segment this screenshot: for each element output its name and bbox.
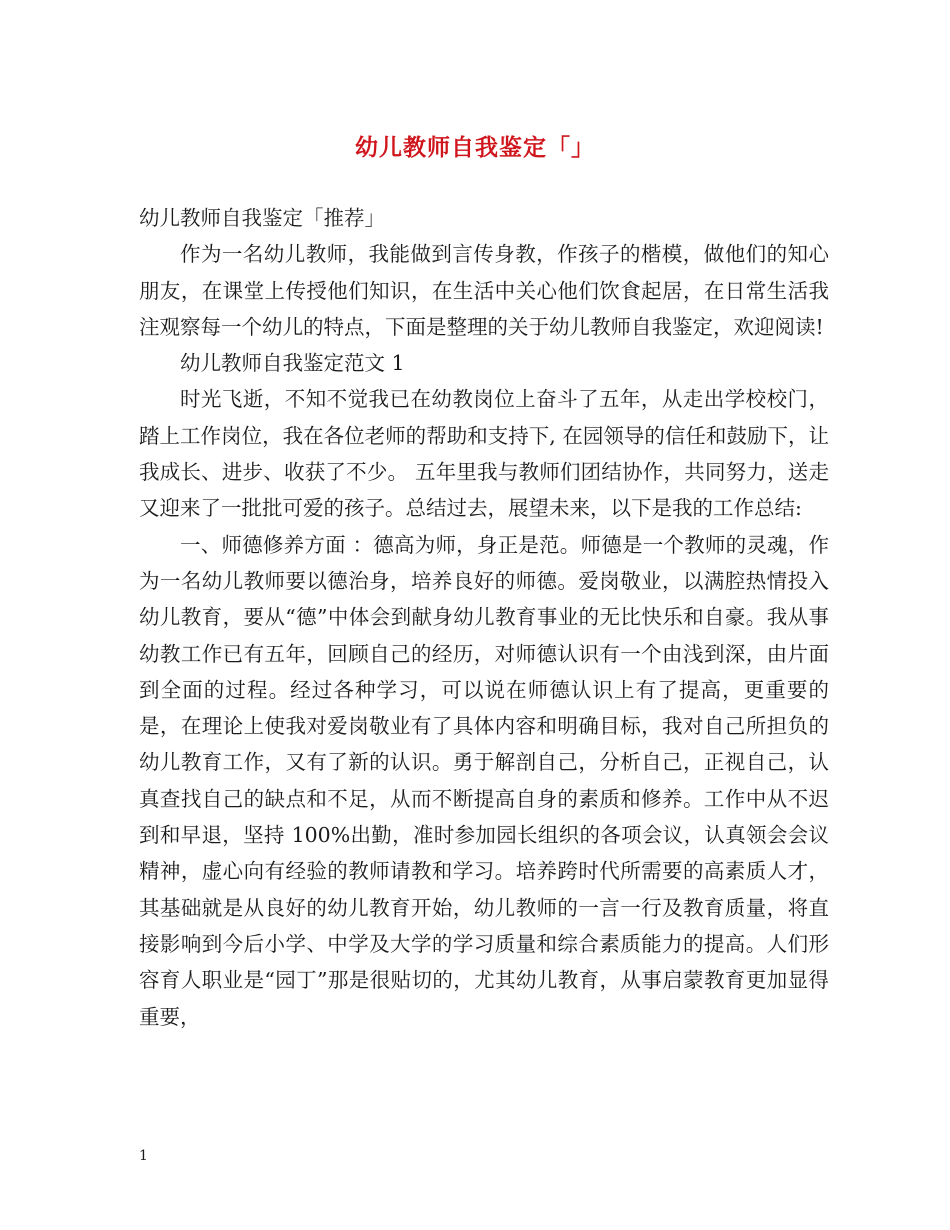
body-paragraph: 一、师德修养方面 ：德高为师，身正是范。师德是一个教师的灵魂，作为一名幼儿教师要以德治身，培养良好的师德。爱岗敬业，以满腔热情投入幼儿教育，要从“德”中体会到献身幼儿教育事业的无比快乐和自豪。我从事幼教工作已有五年，回顾自己的经历，对师德认识有一个由浅到深，由片面到全面的过程。经过各种学习，可以说在师德认识上有了提高，更重要的是，在理论上使我对爱岗敬业有了具体内容和明确目标，我对自己所担负的幼儿教育工作，又有了新的认识。勇于解剖自己，分析自己，正视自己，认真查找自己的缺点和不足，从而不断提高自身的素质和修养。工作中从不迟到和早退，坚持 100%出勤，准时参加园长组织的各项会议，认真领会会议精神，虚心向有经验的教师请教和学习。培养跨时代所需要的高素质人才，其基础就是从良好的幼儿教育开始，幼儿教师的一言一行及教育质量，将直接影响到今后小学、中学及大学的学习质量和综合素质能力的提高。人们形容育人职业是“园丁”那是很贴切的，尤其幼儿教育，从事启蒙教育更加显得重要，: [139, 532, 829, 1029]
document-body: [139, 200, 829, 1035]
section-heading: 幼儿教师自我鉴定范文 1: [180, 351, 405, 376]
document-title: 幼儿教师自我鉴定「」: [355, 134, 595, 161]
subtitle-paragraph: 幼儿教师自我鉴定「推荐」: [139, 206, 385, 230]
body-paragraph: 时光飞逝，不知不觉我已在幼教岗位上奋斗了五年，从走出学校校门，踏上工作岗位，我在各位老师的帮助和支持下, 在园领导的信任和鼓励下，让我成长、进步、收获了不少。 五年里我与教师们团结协作，共同努力，送走又迎来了一批批可爱的孩子。总结过去，展望未来，以下是我的工作总结:: [139, 387, 829, 521]
intro-paragraph: 作为一名幼儿教师，我能做到言传身教，作孩子的楷模，做他们的知心朋友，在课堂上传授他们知识，在生活中关心他们饮食起居，在日常生活我注观察每一个幼儿的特点，下面是整理的关于幼儿教师自我鉴定，欢迎阅读!: [139, 242, 829, 339]
page-number: 1: [139, 1148, 148, 1164]
